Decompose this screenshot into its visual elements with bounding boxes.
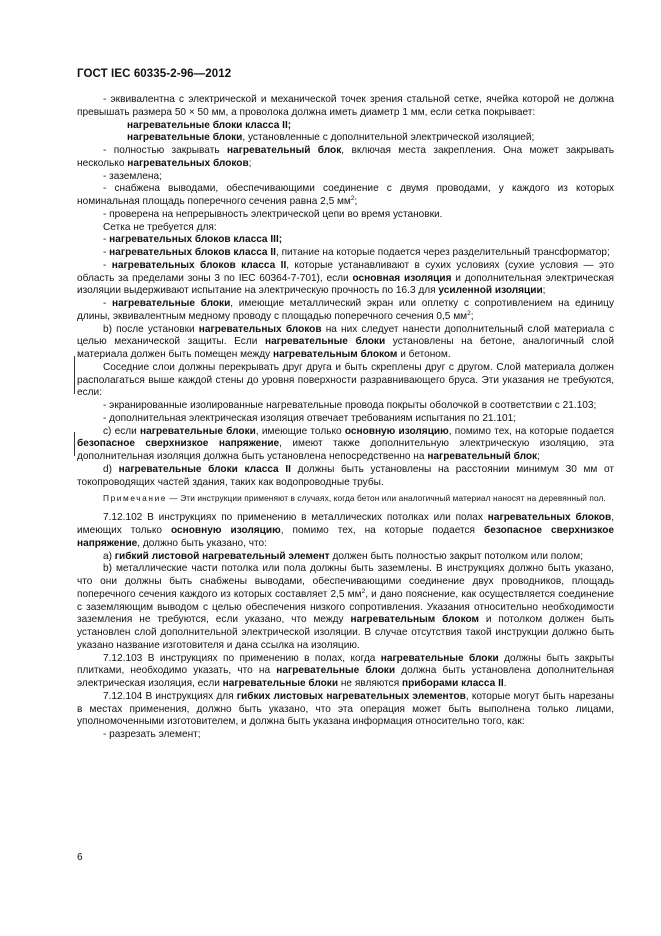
- text-paragraph: a) гибкий листовой нагревательный элемент должен быть полностью закрыт потолком или полом;: [103, 550, 583, 562]
- document-body: [77, 94, 614, 742]
- text-paragraph: - полностью закрывать нагревательный блок, включая места закрепления. Она может закрывать несколько нагревательных блоков;: [77, 145, 614, 169]
- text-paragraph: нагревательные блоки, установленные с дополнительной электрической изоляцией;: [127, 132, 535, 144]
- text-paragraph: - дополнительная электрическая изоляция отвечает требованиям испытания по 21.101;: [103, 412, 516, 424]
- text-paragraph: c) если нагревательные блоки, имеющие только основную изоляцию, помимо тех, на которые подается безопасное сверхнизкое напряжение, имеют также дополнительную электрическую изоляцию, эта дополнительная изоляция должна быть установлена непосредственно на нагревательный блок;: [77, 425, 614, 462]
- page-number: 6: [77, 852, 83, 863]
- text-paragraph: - экранированные изолированные нагревательные провода покрыты оболочкой в соответствии с 21.103;: [103, 400, 597, 411]
- text-paragraph: нагревательные блоки класса II;: [127, 119, 292, 131]
- text-paragraph: - нагревательных блоков класса II, которые устанавливают в сухих условиях (сухие условия — это область за пределами зоны 3 по IEC 60364-7-701), если основная изоляция и дополнительная электрическая изоляции выдерживают испытание на электрическую прочность по 16.3 для усиленной изоляции;: [77, 259, 615, 297]
- page-header-title: ГОСТ IEC 60335-2-96—2012: [77, 68, 232, 80]
- text-paragraph: - проверена на непрерывность электрической цепи во время установки.: [103, 208, 443, 220]
- text-paragraph: - снабжена выводами, обеспечивающими соединение с двумя проводами, у каждого из которых номинальная площадь поперечного сечения равна 2,5 $мм^2$;: [77, 183, 614, 207]
- text-paragraph: b) после установки нагревательных блоков на них следует нанести дополнительный слой материала с целью механической защиты. Если нагревательные блоки установлены на бетоне, аналогичный слой материала должен быть помещен между нагревательным блоком и бетоном.: [77, 323, 614, 360]
- text-paragraph: d) нагревательные блоки класса II должны быть установлены на расстоянии минимум 30 мм от токопроводящих частей здания, таких как водопроводные трубы.: [77, 463, 615, 488]
- text-paragraph: b) металлические части потолка или пола должны быть заземлены. В инструкциях должно быть указано, что они должны быть снабжены выводами, обеспечивающими соединение двух проводников, площадь поперечного сечения каждого из которых составляет 2,5 $мм^2$, и дано пояснение, как осуществляется соединение с заземляющим выводом с целью обеспечения низкого сопротивления. Указания относительно необходимости заземления не требуются, если указано, что между нагревательным блоком и потолком должен быть установлен слой дополнительной электрической изоляции. В случае отсутствия такой инструкции должно быть указано название изготовителя и дана ссылка на изоляцию.: [77, 563, 614, 651]
- text-paragraph: - разрезать элемент;: [103, 729, 201, 740]
- text-paragraph: 7.12.104 В инструкциях для гибких листовых нагревательных элементов, которые могут быть нарезаны в местах применения, должно быть указано, что эта операция может быть выполнена только лицами, уполномоченными изготовителем, и должна быть указана информация относительно того, как:: [77, 690, 615, 728]
- text-paragraph: - нагревательных блоков класса II, питание на которые подается через разделительный трансформатор;: [103, 247, 610, 258]
- text-paragraph: Соседние слои должны перекрывать друг друга и быть скреплены друг с другом. Слой материала должен располагаться выше каждой стены до уровня поверхности разравнивающего бруса. Эти указания не требуются, если:: [77, 361, 614, 399]
- text-paragraph: - нагревательных блоков класса III;: [103, 234, 283, 246]
- text-paragraph: 7.12.103 В инструкциях по применению в полах, когда нагревательные блоки должны быть закрыты плитками, необходимо указать, что на нагревательные блоки должна быть установлена дополнительная электрическая изоляция, если нагревательные блоки не являются приборами класса II.: [77, 652, 615, 689]
- text-paragraph: - эквивалентна с электрической и механической точек зрения стальной сетке, ячейка которой не должна превышать размера 50 × 50 мм, а проволока должна иметь диаметр 1 мм, если сетка покрывает:: [77, 94, 614, 118]
- note-paragraph: Примечание — Эти инструкции применяют в случаях, когда бетон или аналогичный материал наносят на деревянный пол.: [103, 493, 606, 504]
- text-paragraph: - заземлена;: [103, 170, 162, 182]
- change-bar: [74, 356, 75, 394]
- change-bar: [74, 432, 75, 456]
- text-paragraph: - нагревательные блоки, имеющие металлический экран или оплетку с сопротивлением на единицу длины, эквивалентным медному проводу с площадью поперечного сечения 0,5 $мм^2$;: [77, 298, 614, 322]
- text-paragraph: 7.12.102 В инструкциях по применению в металлических потолках или полах нагревательных блоков, имеющих только основную изоляцию, помимо тех, на которые подается безопасное сверхнизкое напряжение, должно быть указано, что:: [77, 512, 615, 549]
- text-paragraph: Сетка не требуется для:: [103, 221, 217, 233]
